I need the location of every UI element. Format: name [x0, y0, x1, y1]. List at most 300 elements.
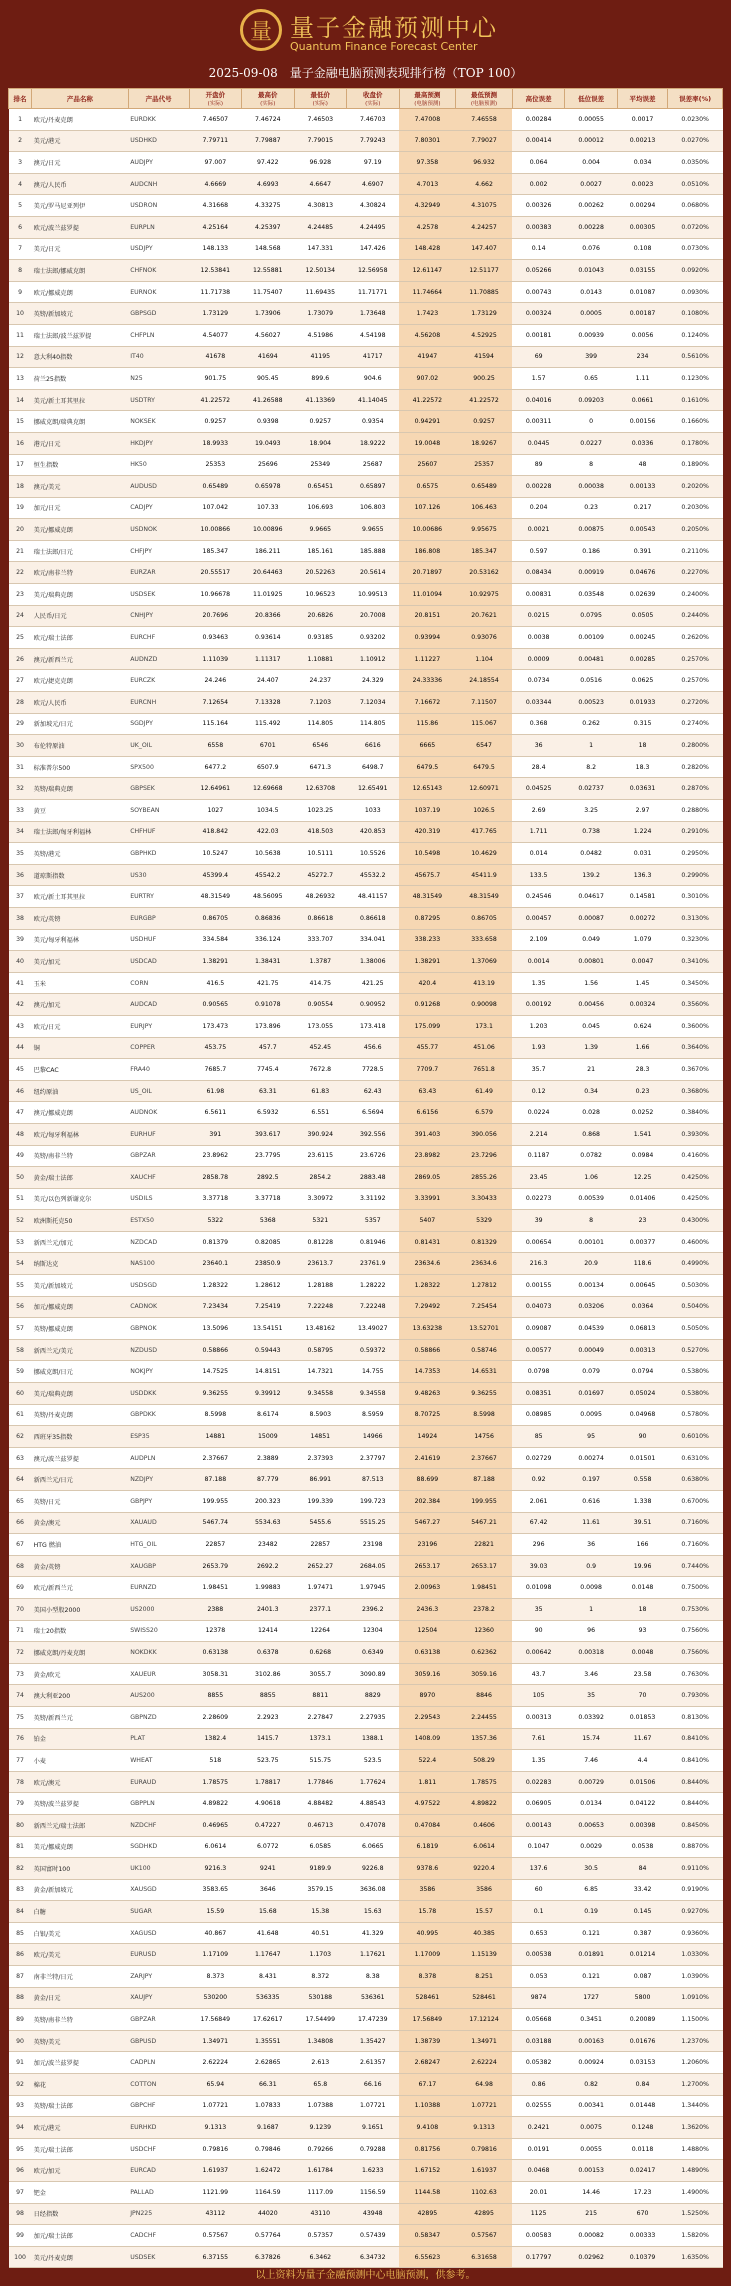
table-cell: 0.002 [512, 173, 564, 195]
table-cell: 0.558 [617, 1469, 667, 1491]
table-cell: 7.1203 [294, 692, 346, 714]
table-cell: 7.46703 [347, 109, 399, 131]
table-cell: 0.014 [512, 843, 564, 865]
table-cell: NZDCAD [128, 1231, 189, 1253]
table-row [9, 1059, 723, 1081]
column-header-label: 平均误差 [629, 95, 656, 103]
table-cell: 6.85 [565, 1879, 617, 1901]
table-cell: 1.811 [399, 1771, 456, 1793]
table-row [9, 1685, 723, 1707]
table-cell: 1.77624 [347, 1771, 399, 1793]
table-cell: EURHUF [128, 1123, 189, 1145]
table-cell: 4.25164 [189, 216, 241, 238]
table-cell: 7.80301 [399, 130, 456, 152]
table-row [9, 324, 723, 346]
table-cell: 24.33336 [399, 670, 456, 692]
table-cell: 57 [9, 1318, 32, 1340]
table-cell: 338.233 [399, 929, 456, 951]
table-cell: 83 [9, 1879, 32, 1901]
table-cell: 40.995 [399, 1922, 456, 1944]
table-cell: 45532.2 [347, 864, 399, 886]
table-cell: 0.02555 [512, 2095, 564, 2117]
table-cell: 0.86 [512, 2074, 564, 2096]
table-cell: 欧元/新土耳其里拉 [32, 886, 129, 908]
table-cell: 64 [9, 1469, 32, 1491]
table-row [9, 519, 723, 541]
table-cell: 0.0510% [668, 173, 723, 195]
table-cell: 20.7621 [456, 605, 513, 627]
table-row [9, 692, 723, 714]
table-cell: 106.463 [456, 497, 513, 519]
table-cell: NOKDKK [128, 1642, 189, 1664]
table-cell: 0 [565, 411, 617, 433]
table-cell: 106.803 [347, 497, 399, 519]
table-cell: 7.13328 [242, 692, 294, 714]
table-cell: AUDCAD [128, 994, 189, 1016]
table-cell: 23196 [399, 1534, 456, 1556]
table-cell: 2.62224 [189, 2052, 241, 2074]
table-cell: 新西兰元/美元 [32, 1339, 129, 1361]
table-cell: 港元/日元 [32, 432, 129, 454]
table-cell: 0.0720% [668, 216, 723, 238]
table-cell: 6.5694 [347, 1102, 399, 1124]
table-cell: 0.0930% [668, 281, 723, 303]
table-cell: 0.57764 [242, 2225, 294, 2247]
table-cell: 390.056 [456, 1123, 513, 1145]
table-cell: 0.0730% [668, 238, 723, 260]
table-cell: 6.0772 [242, 1836, 294, 1858]
table-cell: 0.0075 [565, 2117, 617, 2139]
table-cell: 0.58746 [456, 1339, 513, 1361]
table-cell: 522.4 [399, 1750, 456, 1772]
table-cell: 0.00038 [565, 476, 617, 498]
table-cell: 白糖 [32, 1901, 129, 1923]
table-cell: 0.204 [512, 497, 564, 519]
column-header [399, 89, 456, 109]
table-cell: 46 [9, 1080, 32, 1102]
table-cell: 0.86705 [456, 907, 513, 929]
table-cell: 13.54151 [242, 1318, 294, 1340]
table-cell: 0.01933 [617, 692, 667, 714]
table-cell: 美国小型股2000 [32, 1598, 129, 1620]
table-cell: 9.9655 [347, 519, 399, 541]
table-cell: 186.808 [399, 540, 456, 562]
table-row [9, 1814, 723, 1836]
table-cell: 901.75 [189, 368, 241, 390]
table-cell: 瑞士法郎/日元 [32, 540, 129, 562]
table-row [9, 216, 723, 238]
table-cell: 3059.16 [456, 1663, 513, 1685]
table-cell: 23.7296 [456, 1145, 513, 1167]
table-cell: 美元/罗马尼亚列伊 [32, 195, 129, 217]
table-cell: 65 [9, 1491, 32, 1513]
table-cell: 0.0118 [617, 2138, 667, 2160]
table-cell: 0.0350% [668, 152, 723, 174]
table-cell: 0.00583 [512, 2225, 564, 2247]
table-cell: 0.04539 [565, 1318, 617, 1340]
column-header [565, 89, 617, 109]
table-cell: 96.932 [456, 152, 513, 174]
table-cell: 90 [9, 2030, 32, 2052]
table-cell: 452.45 [294, 1037, 346, 1059]
table-cell: 7.79711 [189, 130, 241, 152]
table-cell: 0.87295 [399, 907, 456, 929]
table-cell: 14.8151 [242, 1361, 294, 1383]
table-row [9, 540, 723, 562]
table-cell: 20.8151 [399, 605, 456, 627]
table-cell: 英镑/美元 [32, 2030, 129, 2052]
table-cell: 1.73129 [189, 303, 241, 325]
table-cell: 英镑/挪威克朗 [32, 1318, 129, 1340]
table-cell: 2684.05 [347, 1555, 399, 1577]
table-cell: 6507.9 [242, 756, 294, 778]
column-header [512, 89, 564, 109]
table-cell: IT40 [128, 346, 189, 368]
table-cell: 1.10388 [399, 2095, 456, 2117]
table-cell: 4.30824 [347, 195, 399, 217]
table-cell: 0.2421 [512, 2117, 564, 2139]
table-cell: 2855.26 [456, 1167, 513, 1189]
table-cell: 0.0029 [565, 1836, 617, 1858]
table-cell: 2.37667 [189, 1447, 241, 1469]
table-cell: SGDJPY [128, 713, 189, 735]
table-cell: 2.69 [512, 800, 564, 822]
table-cell: 0.4160% [668, 1145, 723, 1167]
table-cell: 24 [9, 605, 32, 627]
table-cell: 115.86 [399, 713, 456, 735]
table-cell: GBPSGD [128, 303, 189, 325]
table-row [9, 476, 723, 498]
table-cell: 6.6156 [399, 1102, 456, 1124]
table-cell: 4.54198 [347, 324, 399, 346]
table-cell: 0.00924 [565, 2052, 617, 2074]
table-cell: 0.5050% [668, 1318, 723, 1340]
table-cell: 24.246 [189, 670, 241, 692]
report-date: 2025-09-08 [208, 66, 278, 80]
table-cell: 8.6174 [242, 1404, 294, 1426]
table-cell: 97.007 [189, 152, 241, 174]
table-cell: 0.86705 [189, 907, 241, 929]
table-cell: 0.00134 [565, 1275, 617, 1297]
table-cell: 0.00333 [617, 2225, 667, 2247]
table-cell: 0.19 [565, 1901, 617, 1923]
table-cell: 8 [565, 1210, 617, 1232]
table-cell: GBPNZD [128, 1706, 189, 1728]
table-cell: 0.46713 [294, 1814, 346, 1836]
table-cell: 0.01098 [512, 1577, 564, 1599]
table-cell: 0.01043 [565, 260, 617, 282]
table-cell: 0.3640% [668, 1037, 723, 1059]
table-cell: 26 [9, 648, 32, 670]
table-cell: 0.0009 [512, 648, 564, 670]
table-body [9, 109, 723, 2268]
table-cell: 5467.27 [399, 1512, 456, 1534]
table-cell: 1.4880% [668, 2138, 723, 2160]
table-cell: 530188 [294, 1987, 346, 2009]
table-cell: 15.63 [347, 1901, 399, 1923]
table-cell: 48.56095 [242, 886, 294, 908]
table-cell: 523.5 [347, 1750, 399, 1772]
table-cell: NZDUSD [128, 1339, 189, 1361]
table-cell: 0.2400% [668, 584, 723, 606]
table-cell: 25607 [399, 454, 456, 476]
table-cell: 美元/丹麦克朗 [32, 2246, 129, 2268]
table-row [9, 627, 723, 649]
table-cell: 0.93202 [347, 627, 399, 649]
table-cell: 0.3130% [668, 907, 723, 929]
table-cell: 9241 [242, 1858, 294, 1880]
table-cell: 56 [9, 1296, 32, 1318]
table-cell: 11.67 [617, 1728, 667, 1750]
table-cell: 南非兰特/日元 [32, 1966, 129, 1988]
table-cell: 0.7530% [668, 1598, 723, 1620]
table-cell: 0.01676 [617, 2030, 667, 2052]
table-cell: 1.0390% [668, 1966, 723, 1988]
table-cell: 1102.63 [456, 2182, 513, 2204]
table-cell: 3058.31 [189, 1663, 241, 1685]
table-cell: 2.68247 [399, 2052, 456, 2074]
table-cell: 1.61937 [456, 2160, 513, 2182]
table-cell: 0.0661 [617, 389, 667, 411]
table-row [9, 389, 723, 411]
table-cell: 7709.7 [399, 1059, 456, 1081]
table-cell: 0.0516 [565, 670, 617, 692]
table-cell: 1388.1 [347, 1728, 399, 1750]
table-cell: 1.35 [512, 1750, 564, 1772]
table-cell: 528461 [456, 1987, 513, 2009]
table-cell: 0.90952 [347, 994, 399, 1016]
table-row [9, 454, 723, 476]
table-cell: 2377.1 [294, 1598, 346, 1620]
table-cell: 1.2700% [668, 2074, 723, 2096]
table-cell: 0.63138 [399, 1642, 456, 1664]
table-cell: 9.39912 [242, 1383, 294, 1405]
table-cell: 1144.58 [399, 2182, 456, 2204]
table-cell: 0.1 [512, 1901, 564, 1923]
table-cell: 1.11227 [399, 648, 456, 670]
table-cell: 77 [9, 1750, 32, 1772]
table-cell: 澳元/挪威克朗 [32, 1102, 129, 1124]
table-cell: 0.00341 [565, 2095, 617, 2117]
table-cell: 2.37393 [294, 1447, 346, 1469]
table-cell: 0.58795 [294, 1339, 346, 1361]
table-cell: 421.75 [242, 972, 294, 994]
table-cell: 14756 [456, 1426, 513, 1448]
table-cell: HKDJPY [128, 432, 189, 454]
table-cell: 4.7013 [399, 173, 456, 195]
table-cell: 2892.5 [242, 1167, 294, 1189]
table-cell: 0.0227 [565, 432, 617, 454]
table-cell: 173.896 [242, 1015, 294, 1037]
table-cell: 41717 [347, 346, 399, 368]
table-cell: 8.5998 [456, 1404, 513, 1426]
column-header-sublabel: (实际) [207, 101, 223, 107]
table-row [9, 1188, 723, 1210]
logo-icon [240, 9, 282, 51]
table-row [9, 1663, 723, 1685]
table-cell: 0.6700% [668, 1491, 723, 1513]
table-cell: 173.055 [294, 1015, 346, 1037]
table-cell: 19.0493 [242, 432, 294, 454]
table-row [9, 562, 723, 584]
table-cell: 0.81431 [399, 1231, 456, 1253]
table-cell: 4.54077 [189, 324, 241, 346]
table-cell: 9.36255 [189, 1383, 241, 1405]
table-cell: 0.00313 [512, 1706, 564, 1728]
table-cell: 7685.7 [189, 1059, 241, 1081]
table-cell: 0.7440% [668, 1555, 723, 1577]
table-cell: 7672.8 [294, 1059, 346, 1081]
table-cell: 391 [189, 1123, 241, 1145]
table-cell: 澳元/加元 [32, 994, 129, 1016]
table-cell: 0.653 [512, 1922, 564, 1944]
table-cell: 0.00543 [617, 519, 667, 541]
table-row [9, 1318, 723, 1340]
table-cell: 0.00481 [565, 648, 617, 670]
column-header [9, 89, 32, 109]
table-cell: 20.9 [565, 1253, 617, 1275]
table-cell: 0.09087 [512, 1318, 564, 1340]
table-cell: 25687 [347, 454, 399, 476]
table-cell: 0.02729 [512, 1447, 564, 1469]
table-cell: 0.04676 [617, 562, 667, 584]
table-row [9, 2095, 723, 2117]
table-cell: 97 [9, 2182, 32, 2204]
table-cell: 1.1500% [668, 2009, 723, 2031]
table-cell: 900.25 [456, 368, 513, 390]
table-cell: 0.7500% [668, 1577, 723, 1599]
table-cell: 39 [9, 929, 32, 951]
table-cell: 8.372 [294, 1966, 346, 1988]
table-cell: 瑞士法郎/匈牙利福林 [32, 821, 129, 843]
table-cell: 瑞士法郎/波兰兹罗提 [32, 324, 129, 346]
table-cell: 2858.78 [189, 1167, 241, 1189]
table-cell: 1.17621 [347, 1944, 399, 1966]
table-cell: 413.19 [456, 972, 513, 994]
table-cell: 0.6349 [347, 1642, 399, 1664]
table-cell: 32 [9, 778, 32, 800]
table-cell: 1.35551 [242, 2030, 294, 2052]
table-cell: 英镑/丹麦克朗 [32, 1404, 129, 1426]
table-cell: 日经指数 [32, 2203, 129, 2225]
table-cell: 18.9933 [189, 432, 241, 454]
table-cell: 4.4 [617, 1750, 667, 1772]
table-cell: 0.0364 [617, 1296, 667, 1318]
table-cell: XAUGBP [128, 1555, 189, 1577]
table-row [9, 2225, 723, 2247]
table-cell: 0.7560% [668, 1642, 723, 1664]
table-cell: 0.58866 [399, 1339, 456, 1361]
table-row [9, 1620, 723, 1642]
table-cell: 7728.5 [347, 1059, 399, 1081]
table-cell: 3586 [456, 1879, 513, 1901]
table-cell: 1.28612 [242, 1275, 294, 1297]
table-cell: 69 [512, 346, 564, 368]
table-cell: 79 [9, 1793, 32, 1815]
table-cell: 0.597 [512, 540, 564, 562]
table-cell: 6.0585 [294, 1836, 346, 1858]
table-cell: AUS200 [128, 1685, 189, 1707]
table-cell: 1.99883 [242, 1577, 294, 1599]
table-cell: 18.3 [617, 756, 667, 778]
table-cell: 0.3600% [668, 1015, 723, 1037]
table-cell: 0.93185 [294, 627, 346, 649]
table-row [9, 1339, 723, 1361]
table-cell: 0.9257 [294, 411, 346, 433]
table-cell: 0.91268 [399, 994, 456, 1016]
table-cell: 1.10881 [294, 648, 346, 670]
table-cell: 挪威克朗/瑞典克朗 [32, 411, 129, 433]
table-cell: 48.26932 [294, 886, 346, 908]
table-cell: 11.69435 [294, 281, 346, 303]
table-cell: 澳元/波兰兹罗提 [32, 1447, 129, 1469]
table-row [9, 605, 723, 627]
table-cell: EURJPY [128, 1015, 189, 1037]
table-cell: 1.2060% [668, 2052, 723, 2074]
table-cell: 21 [565, 1059, 617, 1081]
table-cell: 3.31192 [347, 1188, 399, 1210]
table-cell: 95 [9, 2138, 32, 2160]
table-cell: 英国富时100 [32, 1858, 129, 1880]
table-cell: 1.78575 [189, 1771, 241, 1793]
table-cell: 0.00213 [617, 130, 667, 152]
table-cell: 0.0538 [617, 1836, 667, 1858]
table-row [9, 2009, 723, 2031]
table-row [9, 497, 723, 519]
table-cell: 0.06813 [617, 1318, 667, 1340]
table-cell: 0.47227 [242, 1814, 294, 1836]
table-cell: 5467.74 [189, 1512, 241, 1534]
table-cell: 1.07388 [294, 2095, 346, 2117]
table-cell: 铂金 [32, 1728, 129, 1750]
table-cell: 416.5 [189, 972, 241, 994]
table-cell: US_OIL [128, 1080, 189, 1102]
table-cell: 0.0148 [617, 1577, 667, 1599]
table-cell: 420.319 [399, 821, 456, 843]
table-cell: 0.00457 [512, 907, 564, 929]
table-cell: 0.3010% [668, 886, 723, 908]
table-cell: 1.28222 [347, 1275, 399, 1297]
table-cell: 5 [9, 195, 32, 217]
table-cell: 148.133 [189, 238, 241, 260]
table-cell: 美元/挪威克朗 [32, 519, 129, 541]
table-cell: 0.00318 [565, 1642, 617, 1664]
table-cell: 2692.2 [242, 1555, 294, 1577]
table-cell: EURCAD [128, 2160, 189, 2182]
table-cell: 6.31658 [456, 2246, 513, 2268]
table-cell: 9.34558 [294, 1383, 346, 1405]
column-header-label: 开盘价 [205, 91, 226, 99]
table-cell: 12378 [189, 1620, 241, 1642]
table-cell: 0.0098 [565, 1577, 617, 1599]
table-row [9, 2203, 723, 2225]
table-cell: 新西兰元/瑞士法郎 [32, 1814, 129, 1836]
table-cell: 90 [512, 1620, 564, 1642]
table-cell: 0.00187 [617, 303, 667, 325]
table-cell: 0.65 [565, 368, 617, 390]
table-cell: 瑞士法郎/挪威克朗 [32, 260, 129, 282]
table-cell: 0.86618 [347, 907, 399, 929]
table-cell: 23.6115 [294, 1145, 346, 1167]
table-cell: 87.188 [189, 1469, 241, 1491]
table-cell: 美元/新土耳其里拉 [32, 389, 129, 411]
table-cell: 41.329 [347, 1922, 399, 1944]
table-cell: COPPER [128, 1037, 189, 1059]
table-cell: 8.2 [565, 756, 617, 778]
table-cell: 62 [9, 1426, 32, 1448]
table-cell: 199.955 [189, 1491, 241, 1513]
table-cell: XAUCHF [128, 1167, 189, 1189]
